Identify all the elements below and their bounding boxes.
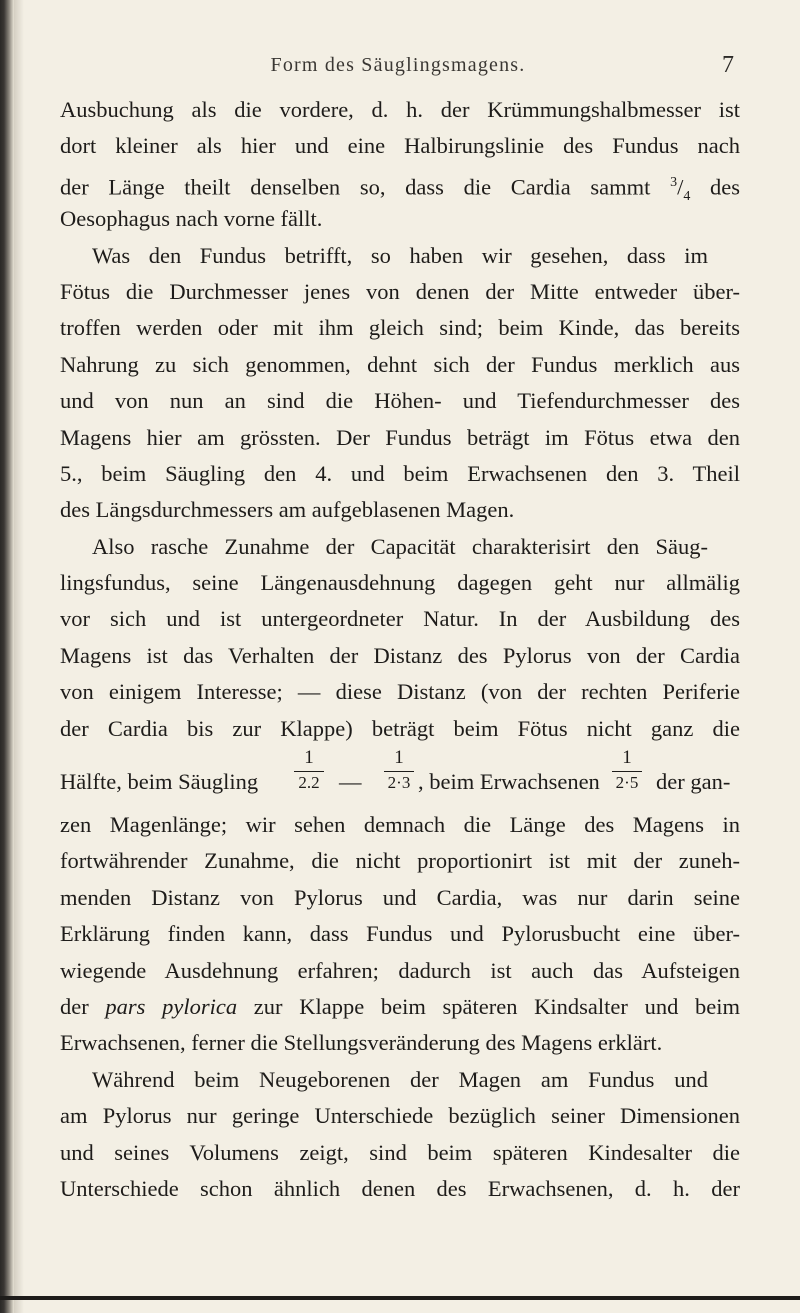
text-line: Oesophagus nach vorne fällt. (60, 206, 323, 232)
text-line: menden Distanz von Pylorus und Cardia, was nur darin seine (60, 884, 740, 910)
fraction-denominator: 2·5 (615, 773, 639, 793)
text-line: Erwachsenen, ferner die Stellungsveränderung des Magens erklärt. (60, 1030, 663, 1056)
fraction-numerator: 3 (670, 174, 678, 190)
page-number: 7 (722, 52, 734, 78)
text-fragment: Hälfte, beim Säugling (60, 769, 259, 795)
text-line: Magens hier am grössten. Der Fundus beträgt im Fötus etwa den (60, 424, 740, 450)
text-line: lingsfundus, seine Längenausdehnung dagegen geht nur allmälig (60, 570, 740, 596)
text-line: Fötus die Durchmesser jenes von denen der Mitte entweder über- (60, 278, 740, 304)
running-title: Form des Säuglingsmagens. (270, 54, 526, 76)
text-line: Unterschiede schon ähnlich denen des Erwachsenen, d. h. der (60, 1175, 740, 1201)
fraction (288, 747, 330, 794)
text-line (60, 989, 740, 1025)
fraction-line (60, 747, 740, 807)
text-line: wiegende Ausdehnung erfahren; dadurch ist auch das Aufsteigen (60, 957, 740, 983)
text-line: vor sich und ist untergeordneter Natur. In der Ausbildung des (60, 606, 740, 632)
text-line: des Längsdurchmessers am aufgeblasenen Magen. (60, 497, 515, 523)
text-line: am Pylorus nur geringe Unterschiede bezüglich seiner Dimensionen (60, 1103, 740, 1129)
italic-term: pars pylorica (105, 993, 238, 1019)
dash: — (339, 769, 362, 795)
text-line: Nahrung zu sich genommen, dehnt sich der Fundus merklich aus (60, 351, 740, 377)
fraction-numerator: 1 (304, 747, 314, 769)
text-fragment: des (690, 174, 740, 200)
fraction-denominator: 2·3 (387, 773, 411, 793)
text-fragment: zur Klappe beim späteren Kindsalter und beim (237, 993, 740, 1019)
bottom-edge-rule (0, 1296, 800, 1300)
body-text (60, 92, 740, 1207)
text-line: troffen werden oder mit ihm gleich sind; beim Kinde, das bereits (60, 315, 740, 341)
text-line: 5., beim Säugling den 4. und beim Erwachsenen den 3. Theil (60, 460, 740, 486)
text-line: und von nun an sind die Höhen- und Tiefendurchmesser des (60, 388, 740, 414)
fraction (378, 747, 420, 794)
text-line: Magens ist das Verhalten der Distanz des Pylorus von der Cardia (60, 642, 740, 668)
paragraph-first-line: Was den Fundus betrifft, so haben wir gesehen, dass im (92, 242, 708, 268)
text-line: dort kleiner als hier und eine Halbirungslinie des Fundus nach (60, 133, 740, 159)
text-line: der Cardia bis zur Klappe) beträgt beim Fötus nicht ganz die (60, 715, 740, 741)
text-fragment: der Länge theilt denselben so, dass die Cardia sammt (60, 174, 671, 200)
page-header (0, 52, 800, 82)
text-fragment: der gan- (656, 769, 731, 795)
text-line: fortwährender Zunahme, die nicht proportionirt ist mit der zuneh- (60, 848, 740, 874)
text-fragment: , beim Erwachsenen (418, 769, 600, 795)
fraction-denominator: 4 (683, 188, 691, 204)
paragraph-first-line: Also rasche Zunahme der Capacität charakterisirt den Säug- (92, 533, 708, 559)
text-line: Erklärung finden kann, dass Fundus und Pylorusbucht eine über- (60, 921, 740, 947)
page-gutter-shadow (14, 0, 24, 1313)
fraction-numerator: 1 (394, 747, 404, 769)
text-line: Ausbuchung als die vordere, d. h. der Krümmungshalbmesser ist (60, 97, 740, 122)
fraction (606, 747, 648, 794)
text-line: von einigem Interesse; — diese Distanz (von der rechten Periferie (60, 679, 740, 705)
text-fragment: der (60, 993, 106, 1019)
text-line: und seines Volumens zeigt, sind beim späteren Kindesalter die (60, 1139, 740, 1165)
fraction-denominator: 2.2 (298, 773, 320, 793)
paragraph-first-line: Während beim Neugeborenen der Magen am Fundus und (92, 1066, 708, 1092)
text-line: der Länge theilt denselben so, dass die Cardia sammt $^3/_4$ des (60, 174, 740, 204)
text-line: zen Magenlänge; wir sehen demnach die Länge des Magens in (60, 812, 740, 838)
page-binding-edge (0, 0, 14, 1313)
fraction-numerator: 1 (622, 747, 632, 769)
